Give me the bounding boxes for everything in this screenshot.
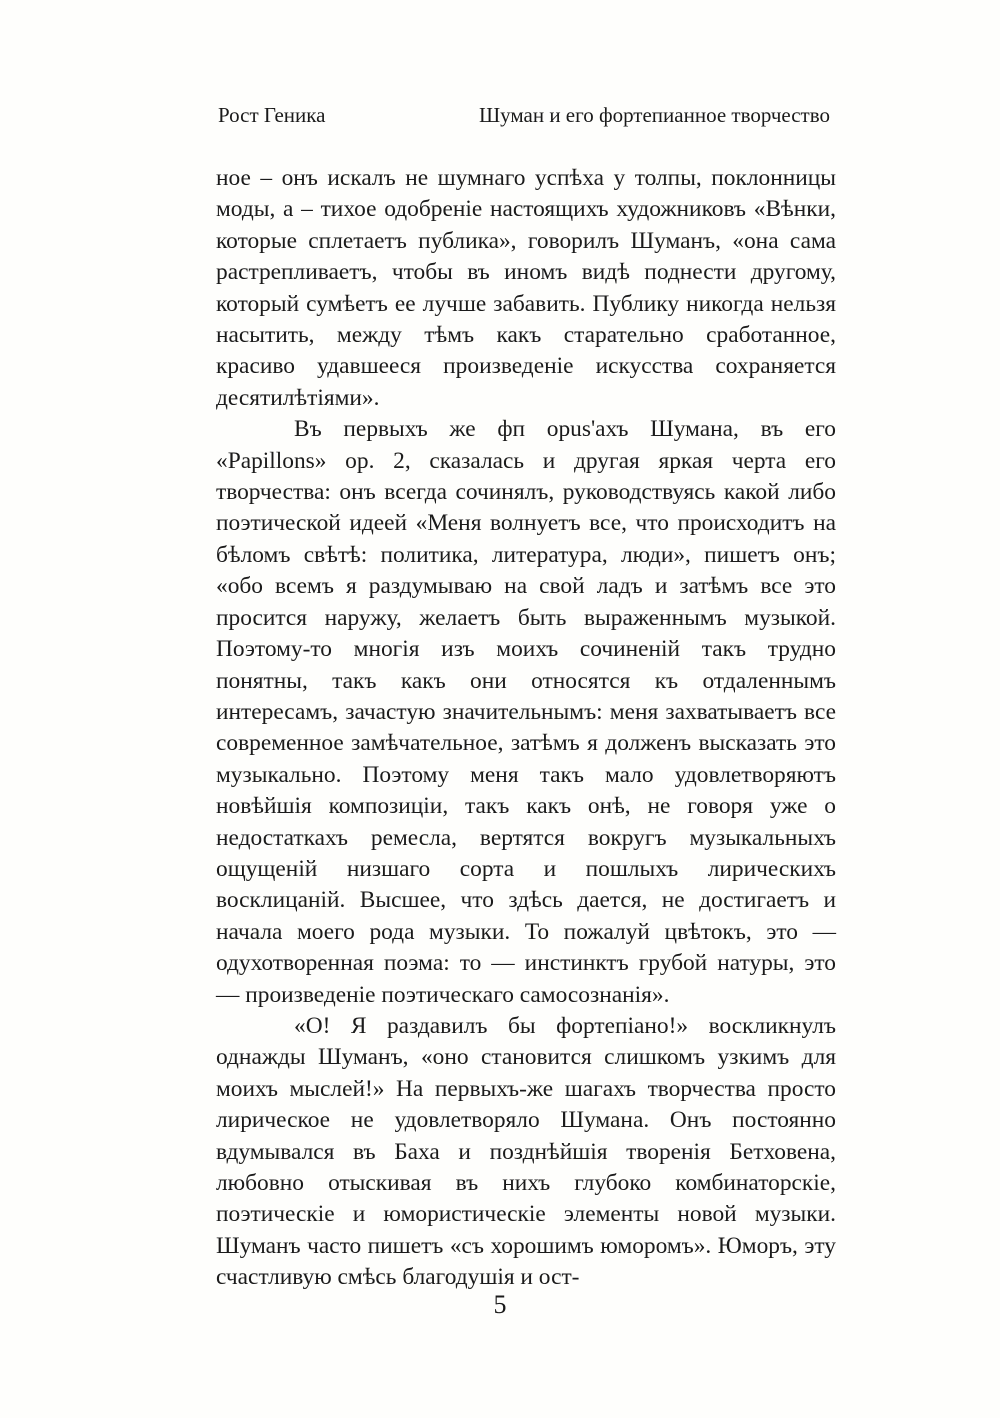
paragraph: «О! Я раздавилъ бы фортепіано!» воскликнулъ однажды Шуманъ, «оно становится слишкомъ узкимъ для моихъ мыслей!» На первыхъ-же шагахъ творчества просто лирическое не удовлетворяло Шумана. Онъ постоянно вдумывался въ Баха и позднѣйшія творенія Бетховена, любовно отыскивая въ нихъ глубоко комбинаторскіе, поэтическіе и юмористическіе элементы новой музыки. Шуманъ часто пишетъ «съ хорошимъ юморомъ». Юморъ, эту счастливую смѣсь благодушія и ост- (216, 1012, 836, 1291)
body-text (216, 163, 836, 1294)
running-header (218, 103, 830, 133)
paragraph: Въ первыхъ же фп opus'ахъ Шумана, въ его «Papillons» op. 2, сказалась и другая яркая черта его творчества: онъ всегда сочинялъ, руководствуясь какой либо поэтической идеей «Меня волнуетъ все, что происходитъ на бѣломъ свѣтѣ: политика, литература, люди», пишетъ онъ; «обо всемъ я раздумываю на свой ладъ и затѣмъ все это просится наружу, желаетъ быть выраженнымъ музыкой. Поэтому-то многія изъ моихъ сочиненій такъ трудно понятны, такъ какъ они относятся къ отдаленнымъ интересамъ, зачастую значительнымъ: меня захватываетъ все современное замѣчательное, затѣмъ я долженъ высказать это музыкально. Поэтому меня такъ мало удовлетворяютъ новѣйшія композиціи, такъ какъ онѣ, не говоря уже о недостаткахъ ремесла, вертятся вокругъ музыкальныхъ ощущеній низшаго сорта и пошлыхъ лирическихъ восклицаній. Высшее, что здѣсь дается, не достигаетъ и начала моего рода музыки. То пожалуй цвѣтокъ, это — одухотворенная поэма: то — инстинктъ грубой натуры, это — произведеніе поэтическаго самосознанія». (216, 416, 836, 1008)
page-number: 5 (493, 1290, 507, 1319)
header-title: Шуман и его фортепианное творчество (478, 103, 830, 127)
paragraph: ное – онъ искалъ не шумнаго успѣха у толпы, поклонницы моды, а – тихое одобреніе настоящихъ художниковъ «Вѣнки, которые сплетаетъ публика», говорилъ Шуманъ, «она сама растрепливаетъ, чтобы въ иномъ видѣ поднести другому, который сумѣетъ ее лучше забавить. Публику никогда нельзя насытить, между тѣмъ какъ старательно сработанное, красиво удавшееся произведеніе искусства сохраняется десятилѣтіями». (216, 165, 836, 411)
header-author: Рост Геника (218, 103, 326, 127)
